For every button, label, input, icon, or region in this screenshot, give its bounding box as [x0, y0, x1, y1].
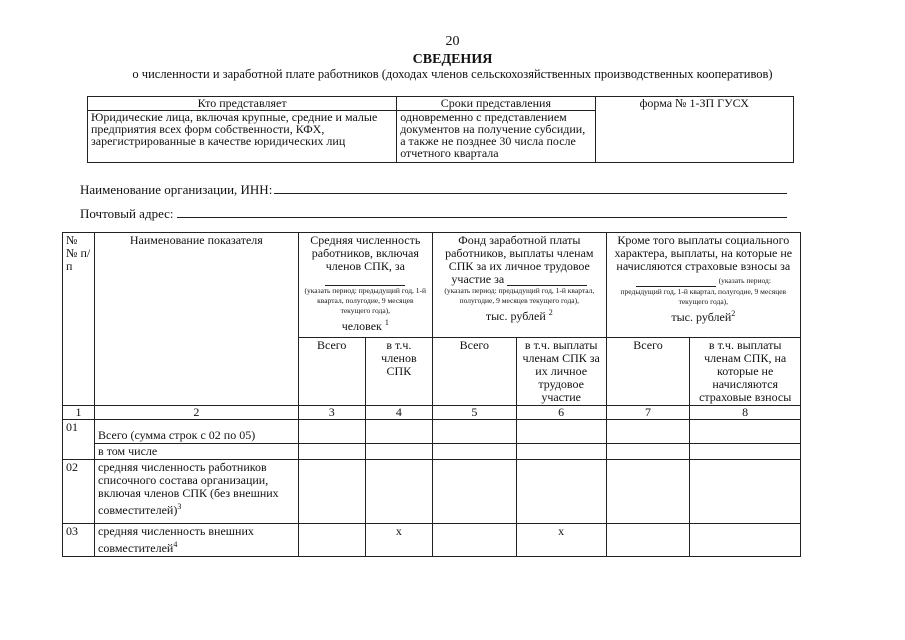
table-row	[63, 524, 801, 557]
cell[interactable]	[606, 420, 690, 444]
cell[interactable]	[432, 420, 516, 444]
row-03-name: средняя численность внешних совместителей	[98, 524, 254, 555]
cell[interactable]	[606, 444, 690, 460]
cell[interactable]	[298, 444, 365, 460]
sub-header-total-3: Всего	[298, 338, 365, 406]
row-01b-name: в том числе	[95, 444, 299, 460]
footnote-3: 3	[177, 502, 182, 511]
cell[interactable]	[606, 524, 690, 557]
header-table	[87, 96, 794, 163]
cell[interactable]	[690, 444, 801, 460]
table-row	[63, 444, 801, 460]
cell[interactable]	[365, 420, 432, 444]
col-num-8: 8	[690, 406, 801, 420]
period-blank[interactable]	[325, 275, 405, 286]
col-num-5: 5	[432, 406, 516, 420]
cell[interactable]	[432, 460, 516, 524]
header-wage-fund-period: (указать период: предыдущий год, 1-й квартал, полугодие, 9 месяцев текущего года),	[444, 286, 595, 305]
row-01-num: 01	[63, 420, 95, 460]
table-row	[63, 460, 801, 524]
main-table	[62, 232, 801, 557]
header-social-period-b: предыдущий год, 1-й квартал, полугодие, 9 месяцев текущего года),	[620, 287, 787, 306]
header-social-text: Кроме того выплаты социального характера, выплаты, на которые не начисляются страховые взносы за	[614, 233, 793, 273]
org-name-input-line[interactable]	[274, 193, 787, 194]
cell[interactable]	[432, 524, 516, 557]
col-num-7: 7	[606, 406, 690, 420]
cell[interactable]	[690, 524, 801, 557]
header-avg-count-unit: человек	[341, 319, 382, 333]
cell[interactable]	[516, 444, 606, 460]
cell[interactable]	[432, 444, 516, 460]
col-num-1: 1	[63, 406, 95, 420]
period-blank[interactable]	[507, 275, 587, 286]
header-avg-count-period: (указать период: предыдущий год, 1-й квартал, полугодие, 9 месяцев текущего года),	[304, 286, 427, 315]
who-submits-header: Кто представляет	[88, 97, 397, 111]
header-row-num: № № п/п	[63, 233, 95, 406]
cell[interactable]	[365, 444, 432, 460]
table-row	[63, 420, 801, 444]
col-num-3: 3	[298, 406, 365, 420]
cell[interactable]	[298, 460, 365, 524]
sub-header-total-7: Всего	[606, 338, 690, 406]
cell[interactable]	[365, 460, 432, 524]
row-02-num: 02	[63, 460, 95, 524]
document-title: СВЕДЕНИЯ	[412, 52, 493, 67]
footnote-2: 2	[548, 308, 553, 317]
header-wage-fund-unit: тыс. рублей	[485, 309, 546, 323]
col-num-4: 4	[365, 406, 432, 420]
header-social-period-a: (указать период:	[718, 276, 771, 285]
cell[interactable]	[298, 420, 365, 444]
row-02-name: средняя численность работников списочного состава организации, включая членов СПК (без внешних совместителей)	[98, 460, 279, 517]
header-social-payments	[606, 233, 800, 338]
row-03-name-cell	[95, 524, 299, 557]
address-label: Почтовый адрес:	[80, 206, 174, 221]
x-mark: х	[516, 524, 606, 557]
sub-header-members-4: в т.ч. членов СПК	[365, 338, 432, 406]
period-blank[interactable]	[636, 276, 716, 287]
form-label: форма № 1-ЗП ГУСХ	[595, 97, 793, 163]
header-indicator-name: Наименование показателя	[95, 233, 299, 406]
document-subtitle: о численности и заработной плате работников (доходах членов сельскохозяйственных производственных кооперативов)	[132, 67, 773, 81]
footnote-2b: 2	[731, 309, 736, 318]
address-input-line[interactable]	[177, 217, 787, 218]
header-wage-fund-text: Фонд заработной платы работников, выплаты членам СПК за их личное трудовое участие за	[445, 233, 594, 286]
org-name-label: Наименование организации, ИНН:	[80, 182, 273, 197]
cell[interactable]	[690, 420, 801, 444]
cell[interactable]	[298, 524, 365, 557]
sub-header-total-5: Всего	[432, 338, 516, 406]
header-social-unit: тыс. рублей	[671, 310, 732, 324]
who-submits-text: Юридические лица, включая крупные, средние и малые предприятия всех форм собственности, КФХ, зарегистрированные в качестве юридических лиц	[88, 111, 397, 163]
row-02-name-cell	[95, 460, 299, 524]
cell[interactable]	[516, 460, 606, 524]
deadline-header: Сроки представления	[397, 97, 595, 111]
footnote-1: 1	[384, 318, 389, 327]
header-avg-count	[298, 233, 432, 338]
row-01-name: Всего (сумма строк с 02 по 05)	[95, 420, 299, 444]
cell[interactable]	[516, 420, 606, 444]
page-number: 20	[445, 34, 460, 49]
row-03-num: 03	[63, 524, 95, 557]
col-num-2: 2	[95, 406, 299, 420]
sub-header-members-noins-8: в т.ч. выплаты членам СПК, на которые не начисляются страховые взносы	[690, 338, 801, 406]
deadline-text: одновременно с представлением документов на получение субсидии, а также не позднее 30 числа после отчетного квартала	[397, 111, 595, 163]
cell[interactable]	[606, 460, 690, 524]
header-avg-count-text: Средняя численность работников, включая членов СПК, за	[310, 233, 421, 273]
sub-header-members-pay-6: в т.ч. выплаты членам СПК за их личное трудовое участие	[516, 338, 606, 406]
header-wage-fund	[432, 233, 606, 338]
col-num-6: 6	[516, 406, 606, 420]
cell[interactable]	[690, 460, 801, 524]
x-mark: х	[365, 524, 432, 557]
footnote-4: 4	[173, 540, 178, 549]
